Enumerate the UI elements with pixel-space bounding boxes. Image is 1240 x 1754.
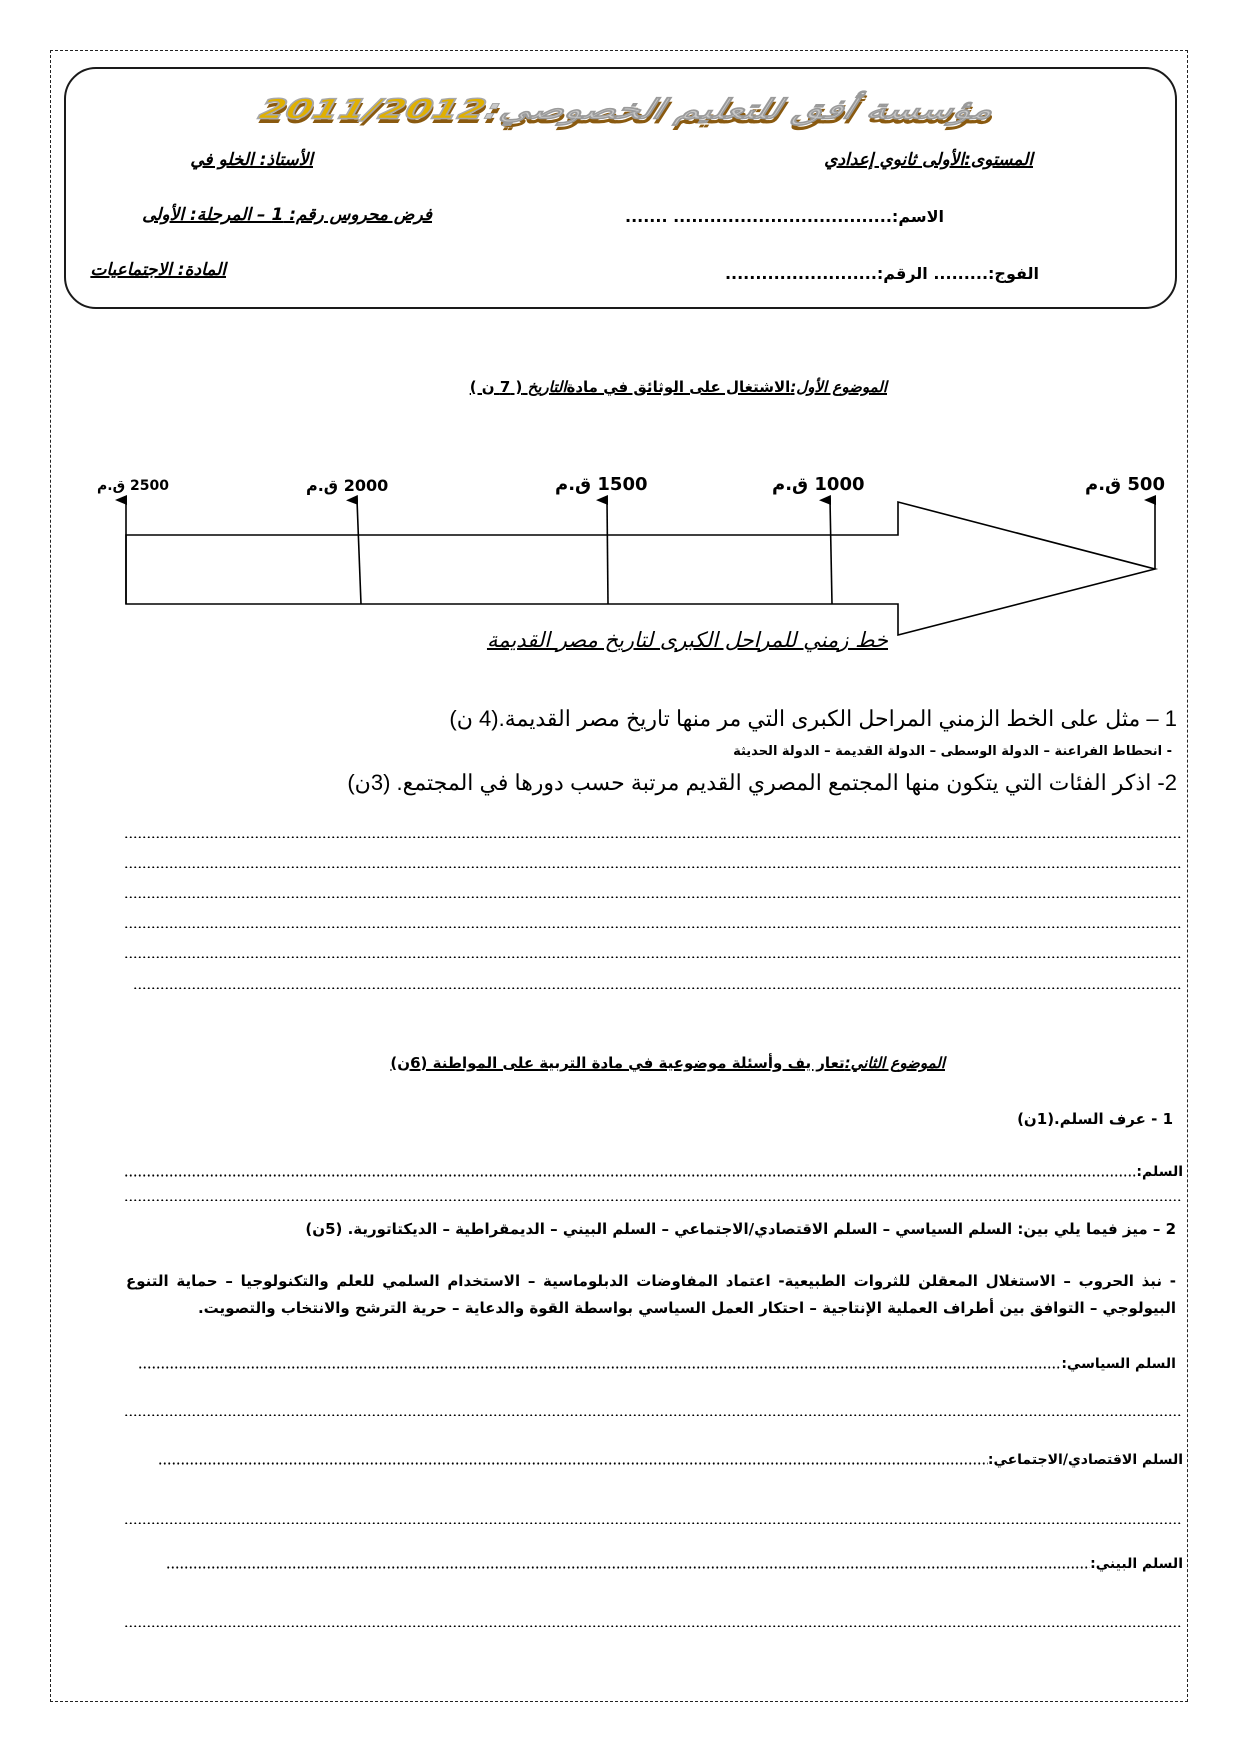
teacher-label: الأستاذ: الخلو في bbox=[190, 150, 313, 170]
tick-label-1000: 1000 ق.م bbox=[772, 474, 865, 495]
answer-line[interactable] bbox=[124, 836, 1182, 838]
economic-social-peace-label: السلم الاقتصادي/الاجتماعي: bbox=[987, 1452, 1183, 1468]
answer-line[interactable] bbox=[124, 1414, 1182, 1416]
topic1-question-1-hint: - انحطاط الفراعنة – الدولة الوسطى – الدولة القديمة – الدولة الحديثة bbox=[733, 744, 1172, 759]
timeline-arrow-body bbox=[126, 502, 1155, 635]
environmental-peace-label: السلم البيني: bbox=[1090, 1556, 1183, 1572]
tick-label-500: 500 ق.م bbox=[1085, 474, 1165, 495]
answer-line[interactable] bbox=[124, 866, 1182, 868]
topic2-title-prefix: الموضوع الثاني: bbox=[844, 1054, 945, 1072]
tick-label-1500: 1500 ق.م bbox=[555, 474, 648, 495]
answer-line[interactable] bbox=[124, 926, 1182, 928]
exam-label: فرض محروس رقم: 1 – المرحلة: الأولى bbox=[142, 205, 432, 225]
answer-dots[interactable] bbox=[138, 1366, 1061, 1369]
economic-social-peace-row[interactable] bbox=[158, 1448, 1183, 1468]
political-peace-label: السلم السياسي: bbox=[1061, 1356, 1176, 1372]
banner-org: مؤسسة أفق للتعليم الخصوصي: bbox=[480, 93, 999, 126]
level-label: المستوى:الأولى ثانوي إعدادي bbox=[824, 150, 1033, 170]
answer-line[interactable] bbox=[124, 896, 1182, 898]
topic2-title-main: تعار يف وأسئلة موضوعية في مادة التربية على المواطنة (6ن) bbox=[390, 1054, 845, 1072]
peace-definition-label: السلم: bbox=[1136, 1164, 1183, 1180]
answer-dots[interactable] bbox=[124, 1174, 1136, 1177]
tick-label-2000: 2000 ق.م bbox=[306, 476, 389, 495]
tick-label-2500: 2500 ق.م bbox=[97, 478, 169, 494]
environmental-peace-row[interactable] bbox=[166, 1552, 1183, 1572]
topic2-title bbox=[390, 1054, 945, 1072]
timeline-diagram bbox=[0, 0, 1240, 700]
answer-line[interactable] bbox=[124, 1199, 1182, 1201]
group-number-field[interactable]: الفوج:......... الرقم:......................... bbox=[724, 264, 1039, 283]
answer-line[interactable] bbox=[124, 1522, 1182, 1524]
student-name-field[interactable]: الاسم:.................................... ....... bbox=[624, 207, 944, 226]
topic1-title-main: الاشتغال على الوثائق في مادة bbox=[566, 378, 791, 396]
answer-line[interactable] bbox=[124, 1625, 1182, 1627]
topic1-question-2: 2- اذكر الفئات التي يتكون منها المجتمع المصري القديم مرتبة حسب دورها في المجتمع. (3ن) bbox=[347, 770, 1177, 795]
topic1-title-subject: التاريخ bbox=[527, 378, 567, 396]
topic1-title-prefix: الموضوع الأول: bbox=[790, 378, 887, 396]
banner-year: 2011/2012 bbox=[255, 93, 491, 126]
political-peace-row[interactable] bbox=[138, 1352, 1176, 1372]
topic2-question-1: 1 - عرف السلم.(1ن) bbox=[1017, 1110, 1173, 1128]
topic2-question-2-list: - نبذ الحروب – الاستغلال المعقلن للثروات الطبيعية- اعتماد المفاوضات الدبلوماسية – الاستخدام السلمي للعلم والتكنولوجيا – حماية التنوع البيولوجي – التوافق بين أطراف العملية الإنتاجية – احتكار العمل السياسي بواسطة القوة والدعاية – حرية الترشح والانتخاب والتصويت. bbox=[126, 1272, 1176, 1317]
subject-label: المادة: الاجتماعيات bbox=[90, 260, 226, 280]
answer-dots[interactable] bbox=[166, 1566, 1090, 1569]
topic1-title-points: ( 7 ن ) bbox=[469, 378, 523, 396]
answer-line[interactable] bbox=[124, 956, 1182, 958]
answer-dots[interactable] bbox=[158, 1462, 988, 1465]
peace-definition-row[interactable] bbox=[124, 1160, 1183, 1180]
topic1-question-1: 1 – مثل على الخط الزمني المراحل الكبرى التي مر منها تاريخ مصر القديمة.(4 ن) bbox=[449, 706, 1177, 731]
timeline-caption: خط زمني للمراحل الكبرى لتاريخ مصر القديمة bbox=[486, 628, 888, 652]
topic2-question-2: 2 – ميز فيما يلي بين: السلم السياسي – السلم الاقتصادي/الاجتماعي – السلم البيني – الديمقراطية – الديكتاتورية. (5ن) bbox=[305, 1220, 1176, 1238]
answer-line[interactable] bbox=[133, 987, 1182, 989]
